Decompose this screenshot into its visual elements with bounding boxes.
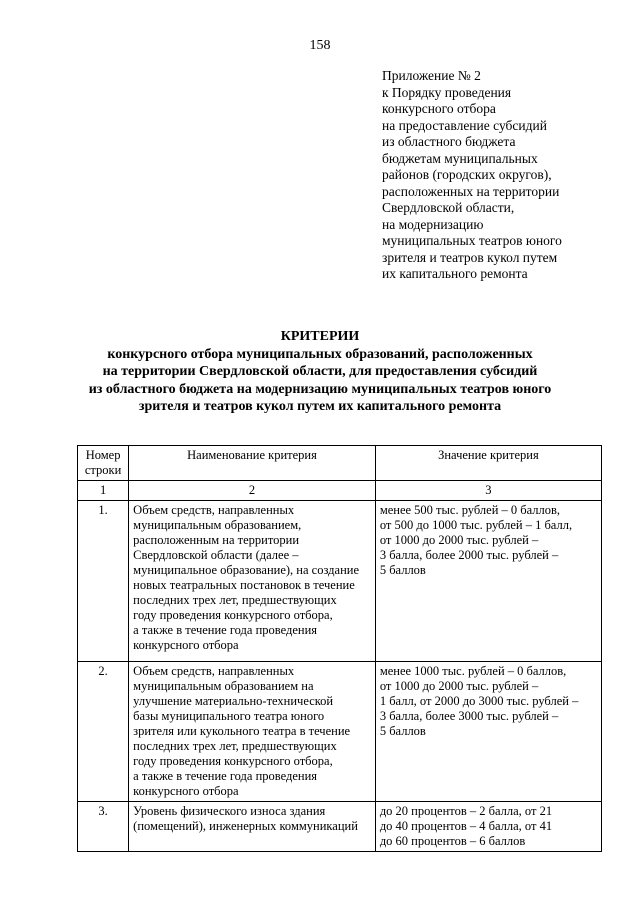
criterion-value-line: менее 500 тыс. рублей – 0 баллов, [379, 503, 561, 517]
criterion-name [129, 662, 376, 802]
header-name: Наименование критерия [129, 446, 376, 481]
appendix-heading [382, 68, 622, 283]
appendix-line: районов (городских округов), [382, 167, 552, 182]
criterion-name-line: а также в течение года проведения [133, 769, 318, 783]
criterion-name-line: Свердловской области (далее – [133, 548, 299, 562]
appendix-line: на предоставление субсидий [382, 117, 547, 133]
column-number: 3 [375, 481, 601, 501]
criterion-name-line: конкурсного отбора [133, 784, 239, 798]
appendix-line: зрителя и театров кукол путем [382, 249, 558, 265]
criterion-value [375, 501, 601, 662]
criterion-name-line: году проведения конкурсного отбора, [133, 608, 333, 622]
criterion-name-line: конкурсного отбора [133, 638, 239, 652]
criterion-name-line: а также в течение года проведения [133, 623, 318, 637]
table-header-row [78, 446, 602, 481]
criterion-name-line: улучшение материально-технической [133, 694, 334, 708]
criterion-name [129, 802, 376, 852]
criterion-name-line: новых театральных постановок в течение [133, 578, 355, 592]
appendix-line: Свердловской области, [382, 200, 515, 215]
title-line: на территории Свердловской области, для предоставления субсидий [102, 364, 538, 379]
criterion-name [129, 501, 376, 662]
criterion-value-line: от 1000 до 2000 тыс. рублей – [379, 679, 539, 693]
column-number: 1 [78, 481, 129, 501]
criterion-name-line: зрителя или кукольного театра в течение [133, 724, 351, 738]
row-number: 2. [78, 662, 129, 802]
criterion-name-line: Объем средств, направленных [133, 503, 295, 517]
appendix-line: бюджетам муниципальных [382, 150, 538, 166]
criterion-value [375, 662, 601, 802]
criterion-value [375, 802, 601, 852]
criteria-table [77, 445, 602, 852]
criterion-value-line: от 500 до 1000 тыс. рублей – 1 балл, [379, 518, 573, 532]
criterion-name-line: расположенным на территории [133, 533, 300, 547]
criterion-value-line: до 40 процентов – 4 балла, от 41 [379, 819, 553, 833]
appendix-line: на модернизацию [382, 216, 484, 232]
criterion-value-line: 1 балл, от 2000 до 3000 тыс. рублей – [379, 694, 579, 708]
criterion-value-line: менее 1000 тыс. рублей – 0 баллов, [379, 664, 567, 678]
page-number: 158 [309, 38, 331, 53]
criterion-name-line: базы муниципального театра юного [133, 709, 325, 723]
table-row [78, 501, 602, 662]
criterion-name-line: муниципальное образование), на создание [133, 563, 359, 577]
criterion-value-line: от 1000 до 2000 тыс. рублей – [379, 533, 539, 547]
header-value: Значение критерия [375, 446, 601, 481]
title-line: конкурсного отбора муниципальных образований, расположенных [107, 346, 533, 362]
table-row [78, 802, 602, 852]
title-line: зрителя и театров кукол путем их капитального ремонта [138, 399, 502, 414]
appendix-line: муниципальных театров юного [382, 233, 562, 248]
appendix-line: их капитального ремонта [382, 266, 528, 281]
header-number-line: Номер [85, 448, 121, 462]
criterion-value-line: до 60 процентов – 6 баллов [379, 834, 526, 848]
criterion-name-line: Объем средств, направленных [133, 664, 295, 678]
criterion-name-line: последних трех лет, предшествующих [133, 593, 337, 607]
header-number-line: строки [84, 463, 122, 477]
appendix-line: расположенных на территории [382, 183, 560, 199]
title-line: из областного бюджета на модернизацию муниципальных театров юного [88, 381, 552, 397]
column-number: 2 [129, 481, 376, 501]
appendix-line: из областного бюджета [382, 134, 516, 149]
criterion-value-line: до 20 процентов – 2 балла, от 21 [379, 804, 553, 818]
table-column-numbers-row [78, 481, 602, 501]
criterion-value-line: 5 баллов [379, 724, 426, 738]
row-number: 1. [78, 501, 129, 662]
criterion-name-line: году проведения конкурсного отбора, [133, 754, 333, 768]
title-heading: КРИТЕРИИ [280, 329, 360, 344]
appendix-line: конкурсного отбора [382, 101, 496, 116]
header-number [78, 446, 129, 481]
table-row [78, 662, 602, 802]
criteria-title [0, 328, 640, 416]
criterion-name-line: муниципальным образованием, [133, 518, 302, 532]
appendix-line: к Порядку проведения [382, 84, 512, 100]
criterion-name-line: Уровень физического износа здания [133, 804, 326, 818]
criterion-name-line: последних трех лет, предшествующих [133, 739, 337, 753]
criterion-value-line: 3 балла, более 2000 тыс. рублей – [379, 548, 559, 562]
criterion-name-line: (помещений), инженерных коммуникаций [133, 819, 358, 833]
row-number: 3. [78, 802, 129, 852]
appendix-line: Приложение № 2 [382, 68, 481, 83]
criterion-name-line: муниципальным образованием на [133, 679, 314, 693]
criterion-value-line: 3 балла, более 3000 тыс. рублей – [379, 709, 559, 723]
criterion-value-line: 5 баллов [379, 563, 426, 577]
